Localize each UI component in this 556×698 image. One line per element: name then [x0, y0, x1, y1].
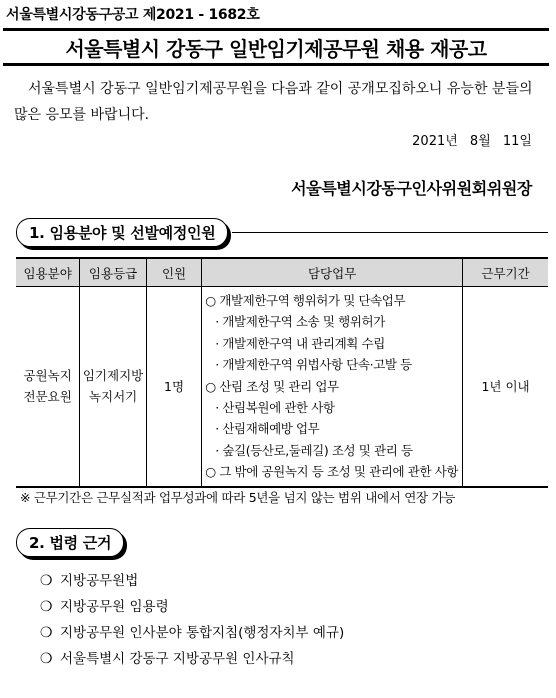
- duty-text: 산림복원에 관한 사항: [222, 400, 335, 416]
- count-cell: 1명: [146, 287, 201, 487]
- duty-text: 개발제한구역 행위허가 및 단속업무: [219, 293, 406, 308]
- duty-text: 산림 조성 및 관리 업무: [219, 378, 339, 394]
- footnote: ※ 근무기간은 근무실적과 업무성과에 따라 5년을 넘지 않는 범위 내에서 연장 가능: [20, 490, 456, 505]
- field-cell: [16, 287, 80, 487]
- duty-text: 개발제한구역 소송 및 행위허가: [222, 314, 385, 330]
- circle-bullet-icon: ○: [205, 464, 216, 480]
- law-text: 서울특별시 강동구 지방공무원 인사규칙: [60, 651, 295, 667]
- law-item: [40, 646, 344, 672]
- law-text: 지방공무원 인사분야 통합지침(행정자치부 예규): [60, 625, 345, 641]
- field-line: 전문요원: [23, 389, 72, 405]
- grade-line: 임기제지방: [82, 368, 144, 384]
- column-header: 임용등급: [80, 258, 147, 287]
- duty-text: 개발제한구역 위법사항 단속·고발 등: [222, 357, 412, 373]
- duty-subitem: [205, 418, 458, 439]
- notice-number: 서울특별시강동구공고 제2021 - 1682호: [6, 7, 260, 23]
- law-item: [40, 620, 344, 646]
- bullet-dot-icon: ·: [215, 442, 219, 458]
- section1-heading: 1. 임용분야 및 선발예정인원: [16, 218, 228, 247]
- table-row: [16, 287, 548, 487]
- column-header: 담당업무: [202, 258, 463, 287]
- section1-header: [16, 218, 548, 247]
- circle-bullet-icon: ❍: [40, 599, 53, 615]
- section2-heading: 2. 법령 근거: [16, 528, 124, 557]
- duty-item: [205, 376, 458, 397]
- section2-header: [16, 528, 136, 557]
- duty-text: 산림재해예방 업무: [222, 421, 320, 437]
- duty-subitem: [205, 440, 458, 461]
- law-item: [40, 594, 344, 620]
- duty-text: 숲길(등산로,둘레길) 조성 및 관리 등: [222, 442, 413, 458]
- grade-line: 녹지서기: [88, 389, 138, 405]
- circle-bullet-icon: ○: [205, 378, 216, 394]
- table-header-row: [16, 258, 548, 287]
- duty-item: [205, 461, 458, 482]
- period-cell: 1년 이내: [463, 287, 548, 487]
- law-text: 지방공무원법: [60, 573, 139, 589]
- circle-bullet-icon: ❍: [40, 651, 53, 667]
- circle-bullet-icon: ❍: [40, 625, 53, 641]
- duty-text: 그 밖에 공원녹지 등 조성 및 관리에 관한 사항: [219, 464, 459, 480]
- page-title: 서울특별시 강동구 일반임기제공무원 채용 재공고: [65, 36, 487, 61]
- intro-paragraph: 서울특별시 강동구 일반임기제공무원을 다음과 같이 공개모집하오니 유능한 분들의 많은 응모를 바랍니다.: [14, 81, 533, 123]
- notice-date: 2021년 8월 11일: [412, 134, 532, 149]
- page-title-box: [3, 28, 549, 66]
- issuer: 서울특별시강동구인사위원회위원장: [291, 179, 532, 198]
- bullet-dot-icon: ·: [215, 335, 219, 351]
- bullet-dot-icon: ·: [215, 314, 219, 330]
- duty-subitem: [205, 311, 458, 332]
- duty-item: [205, 290, 458, 311]
- duties-cell: [202, 287, 463, 487]
- field-line: 공원녹지: [23, 368, 72, 384]
- column-header: 근무기간: [463, 258, 548, 287]
- column-header: 임용분야: [16, 258, 80, 287]
- duty-subitem: [205, 354, 458, 375]
- column-header: 인원: [146, 258, 201, 287]
- duty-text: 개발제한구역 내 관리계획 수립: [222, 335, 385, 351]
- legal-basis-list: [40, 568, 344, 672]
- circle-bullet-icon: ❍: [40, 573, 53, 589]
- law-item: [40, 568, 344, 594]
- bullet-dot-icon: ·: [215, 357, 219, 373]
- circle-bullet-icon: ○: [205, 293, 216, 308]
- duty-subitem: [205, 397, 458, 418]
- bullet-dot-icon: ·: [215, 421, 219, 437]
- bullet-dot-icon: ·: [215, 400, 219, 416]
- law-text: 지방공무원 임용령: [60, 599, 169, 615]
- duty-subitem: [205, 333, 458, 354]
- recruitment-table: [16, 257, 548, 488]
- grade-cell: [80, 287, 147, 487]
- section1-rule: [232, 232, 548, 233]
- duties-list: [205, 290, 458, 483]
